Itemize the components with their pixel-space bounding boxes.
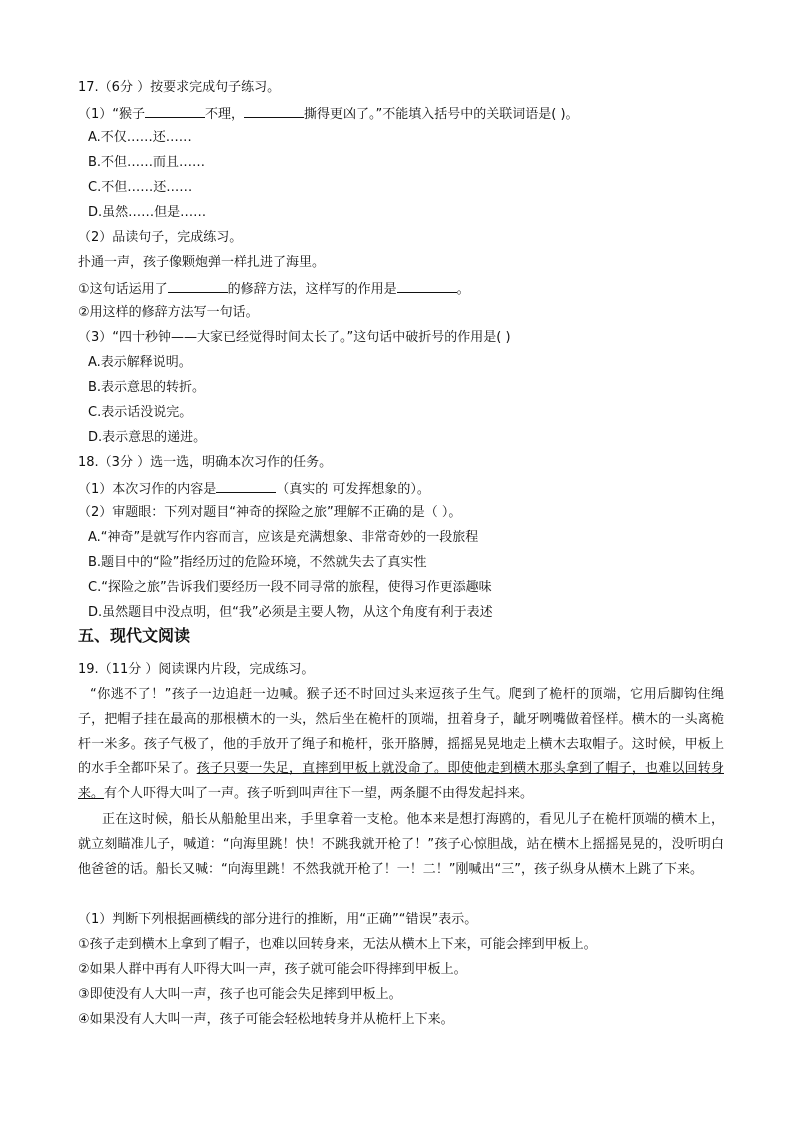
q18-part2: （2）审题眼：下列对题目“神奇的探险之旅”理解不正确的是（ ）。	[78, 505, 462, 520]
answer-blank	[244, 104, 304, 118]
q17-p3-option-d: D.表示意思的递进。	[88, 430, 207, 445]
q17-part1-text-a: （1）“猴子	[78, 107, 146, 122]
answer-blank	[145, 104, 205, 118]
q17-part1-text-c: 撕得更凶了。”不能填入括号中的关联词语是( )。	[304, 107, 579, 122]
q18-part1-text-a: （1）本次习作的内容是	[78, 482, 217, 497]
q17-p3-option-a: A.表示解释说明。	[88, 355, 192, 370]
q18-option-a: A.“神奇”是就写作内容而言，应该是充满想象、非常奇妙的一段旅程	[88, 530, 479, 545]
answer-blank	[397, 279, 457, 293]
passage-text: “你逃不了！”孩子一边追赶一边喊。猴子还不时回过头来逗孩子生气。爬到了桅杆的顶端，它用后脚钩住绳子，把帽子挂在最高的那根横木的一头，然后坐在桅杆的顶端，扭着身子，龇牙咧嘴做着怪样。横木的一头离桅杆一米多。孩子气极了，他的手放开了绳子和桅杆，张开胳膊，摇摇晃晃地走上横木去取帽子。这时候，甲板上的水手全都吓呆了。	[78, 687, 724, 777]
answer-blank	[216, 479, 276, 493]
q18-option-d: D.虽然题目中没点明，但“我”必须是主要人物，从这个角度有利于表述	[88, 605, 493, 620]
q17-p3-option-c: C.表示话没说完。	[88, 405, 193, 420]
q19-item-3: ③即使没有人大叫一声，孩子也可能会失足摔到甲板上。	[78, 987, 402, 1002]
q17-sentence: 扑通一声，孩子像颗炮弹一样扎进了海里。	[78, 255, 326, 270]
q18-heading: 18.（3分 ）选一选，明确本次习作的任务。	[78, 455, 333, 470]
q19-item-2: ②如果人群中再有人吓得大叫一声，孩子就可能会吓得摔到甲板上。	[78, 962, 467, 977]
q18-option-b: B.题目中的“险”指经历过的危险环境，不然就失去了真实性	[88, 555, 427, 570]
q18-part1	[78, 479, 724, 499]
passage-text: 有个人吓得大叫了一声。孩子听到叫声往下一望，两条腿不由得发起抖来。	[104, 786, 534, 802]
q19-heading: 19.（11分 ）阅读课内片段，完成练习。	[78, 662, 315, 677]
section-title: 五、现代文阅读	[78, 626, 191, 645]
q17-sub1-text-b: 的修辞方法，这样写的作用是	[227, 282, 397, 297]
q17-part1	[78, 104, 724, 124]
q17-sub1-text-a: ①这句话运用了	[78, 282, 168, 297]
q17-heading: 17.（6分 ）按要求完成句子练习。	[78, 80, 281, 95]
q17-part2: （2）品读句子，完成练习。	[78, 230, 243, 245]
q17-part1-text-b: 不理，	[205, 107, 245, 122]
q19-passage-paragraph-1	[78, 683, 724, 807]
q19-part1: （1）判断下列根据画横线的部分进行的推断，用“正确”“错误”表示。	[78, 912, 478, 927]
q17-sub2: ②用这样的修辞方法写一句话。	[78, 305, 259, 320]
q18-part1-text-b: （真实的 可发挥想象的）。	[276, 482, 430, 497]
q17-sub1	[78, 279, 724, 299]
q19-item-1: ①孩子走到横木上拿到了帽子，也难以回转身来，无法从横木上下来，可能会摔到甲板上。	[78, 937, 597, 952]
q19-passage-paragraph-2: 正在这时候，船长从船舱里出来，手里拿着一支枪。他本来是想打海鸥的，看见儿子在桅杆顶端的横木上，就立刻瞄准儿子，喊道：“向海里跳！快！不跳我就开枪了！”孩子心惊胆战，站在横木上摇摇晃晃的，没听明白他爸爸的话。船长又喊：“向海里跳！不然我就开枪了！一！二！”刚喊出“三”，孩子纵身从横木上跳了下来。	[78, 812, 724, 877]
q17-option-a: A.不仅……还……	[88, 130, 192, 145]
q17-option-d: D.虽然……但是……	[88, 205, 207, 220]
answer-blank	[168, 279, 228, 293]
q19-item-4: ④如果没有人大叫一声，孩子可能会轻松地转身并从桅杆上下来。	[78, 1012, 454, 1027]
q17-option-b: B.不但……而且……	[88, 155, 206, 170]
q17-sub1-text-c: 。	[456, 282, 470, 297]
q18-option-c: C.“探险之旅”告诉我们要经历一段不同寻常的旅程，使得习作更添趣味	[88, 580, 492, 595]
underlined-passage: 孩子只要一失足，直摔到甲板上就没命了。即使他走到横木那头拿到了帽子，也难以回转身来。	[78, 761, 724, 802]
q17-p3-option-b: B.表示意思的转折。	[88, 380, 206, 395]
q17-option-c: C.不但……还……	[88, 180, 193, 195]
q17-part3: （3）“四十秒钟——大家已经觉得时间太长了。”这句话中破折号的作用是( )	[78, 330, 511, 345]
